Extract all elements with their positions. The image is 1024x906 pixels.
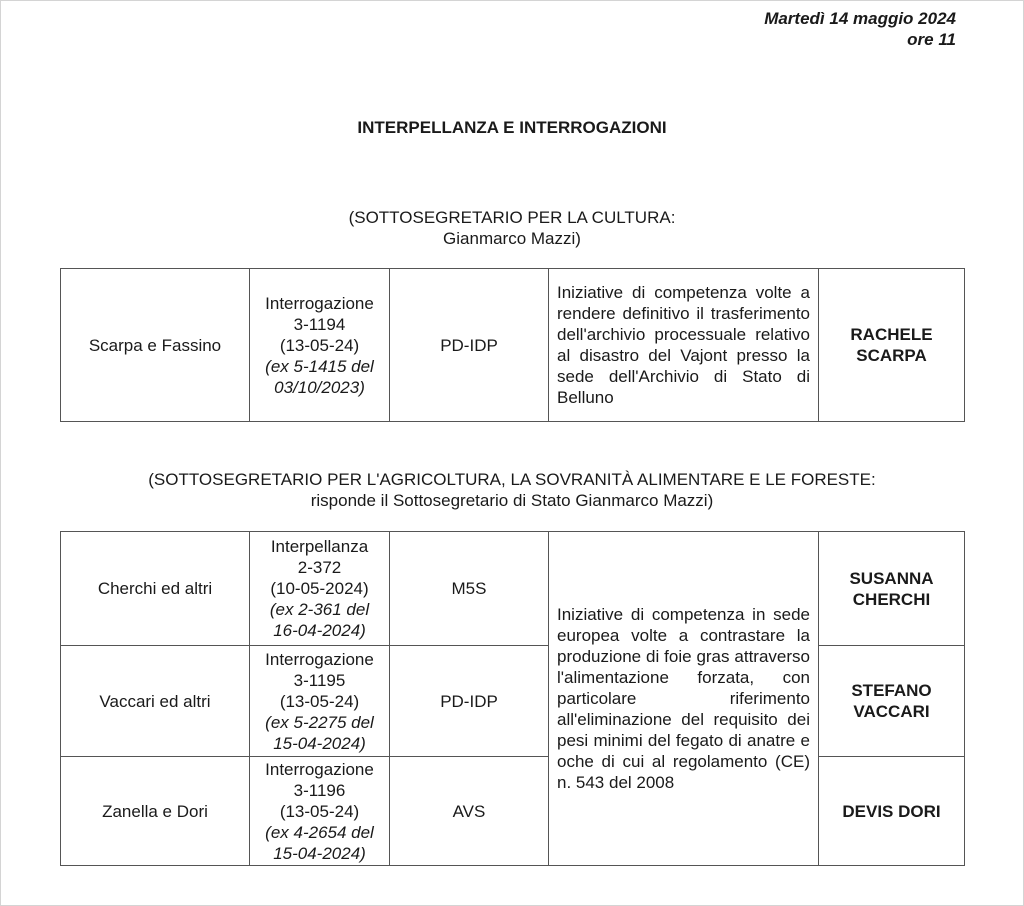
deputies-cell: Vaccari ed altri <box>61 646 250 757</box>
section-2-title-line2: risponde il Sottosegretario di Stato Gianmarco Mazzi) <box>310 491 714 510</box>
act-ex-ref: (ex 4-2654 del <box>265 822 374 842</box>
act-type: Interrogazione <box>265 293 374 313</box>
act-type: Interrogazione <box>265 759 374 779</box>
act-number: 3-1196 <box>293 780 346 800</box>
page-title: INTERPELLANZA E INTERROGAZIONI <box>357 118 667 137</box>
act-number: 2-372 <box>297 558 342 577</box>
act-ex-date: 16-04-2024) <box>273 621 366 640</box>
subject-cell: Iniziative di competenza in sede europea volte a contrastare la produzione di foie gras attraverso l'alimentazione forzata, con particolare riferimento all'eliminazione del requisito dei pesi minimi del fegato di anatre e oche di cui al regolamento (CE) n. 543 del 2008 <box>549 532 819 866</box>
act-ex-date: 03/10/2023) <box>274 377 365 397</box>
act-date: (13-05-24) <box>279 801 360 821</box>
act-ex-ref: (ex 5-2275 del <box>265 712 374 732</box>
act-ex-date: 15-04-2024) <box>273 733 366 753</box>
act-cell <box>250 532 390 646</box>
section-2-title <box>0 469 1024 511</box>
speaker-first-name: RACHELE <box>850 325 933 344</box>
session-time: ore 11 <box>907 30 956 49</box>
section-2-title-line1: (SOTTOSEGRETARIO PER L'AGRICOLTURA, LA SOVRANITÀ ALIMENTARE E LE FORESTE: <box>148 470 876 489</box>
deputies-cell: Scarpa e Fassino <box>61 269 250 422</box>
subject-cell: Iniziative di competenza volte a rendere definitivo il trasferimento dell'archivio processuale relativo al disastro del Vajont presso la sede dell'Archivio di Stato di Belluno <box>549 269 819 422</box>
act-ex-ref: (ex 2-361 del <box>269 600 370 619</box>
speaker-cell <box>819 532 965 646</box>
party-cell: M5S <box>390 532 549 646</box>
deputies-cell: Zanella e Dori <box>61 757 250 866</box>
table-row <box>61 757 965 866</box>
section-2-table <box>60 531 965 866</box>
speaker-last-name: CHERCHI <box>852 589 931 609</box>
table-row <box>61 646 965 757</box>
deputies-cell: Cherchi ed altri <box>61 532 250 646</box>
party-cell: AVS <box>390 757 549 866</box>
speaker-last-name: VACCARI <box>853 702 930 721</box>
speaker-first-name: DEVIS DORI <box>842 801 941 821</box>
act-date: (10-05-2024) <box>270 579 369 598</box>
speaker-last-name: SCARPA <box>856 346 927 365</box>
act-date: (13-05-24) <box>279 691 360 711</box>
speaker-cell <box>819 646 965 757</box>
act-type: Interrogazione <box>265 649 374 669</box>
act-date: (13-05-24) <box>279 335 360 355</box>
act-number: 3-1195 <box>293 670 346 690</box>
section-1-title <box>0 207 1024 249</box>
speaker-cell <box>819 269 965 422</box>
speaker-first-name: SUSANNA <box>849 568 934 588</box>
act-ex-date: 15-04-2024) <box>273 843 366 863</box>
section-1-title-line2: Gianmarco Mazzi) <box>443 229 581 248</box>
party-cell: PD-IDP <box>390 646 549 757</box>
section-1-title-line1: (SOTTOSEGRETARIO PER LA CULTURA: <box>348 208 676 227</box>
speaker-cell <box>819 757 965 866</box>
speaker-first-name: STEFANO <box>851 681 932 700</box>
act-cell <box>250 646 390 757</box>
date-block <box>764 8 956 50</box>
act-number: 3-1194 <box>293 314 346 334</box>
party-cell: PD-IDP <box>390 269 549 422</box>
act-type: Interpellanza <box>270 537 369 556</box>
section-1-table <box>60 268 965 422</box>
act-ex-ref: (ex 5-1415 del <box>265 356 374 376</box>
act-cell <box>250 757 390 866</box>
table-row <box>61 269 965 422</box>
session-date: Martedì 14 maggio 2024 <box>764 9 956 28</box>
act-cell <box>250 269 390 422</box>
table-row <box>61 532 965 646</box>
